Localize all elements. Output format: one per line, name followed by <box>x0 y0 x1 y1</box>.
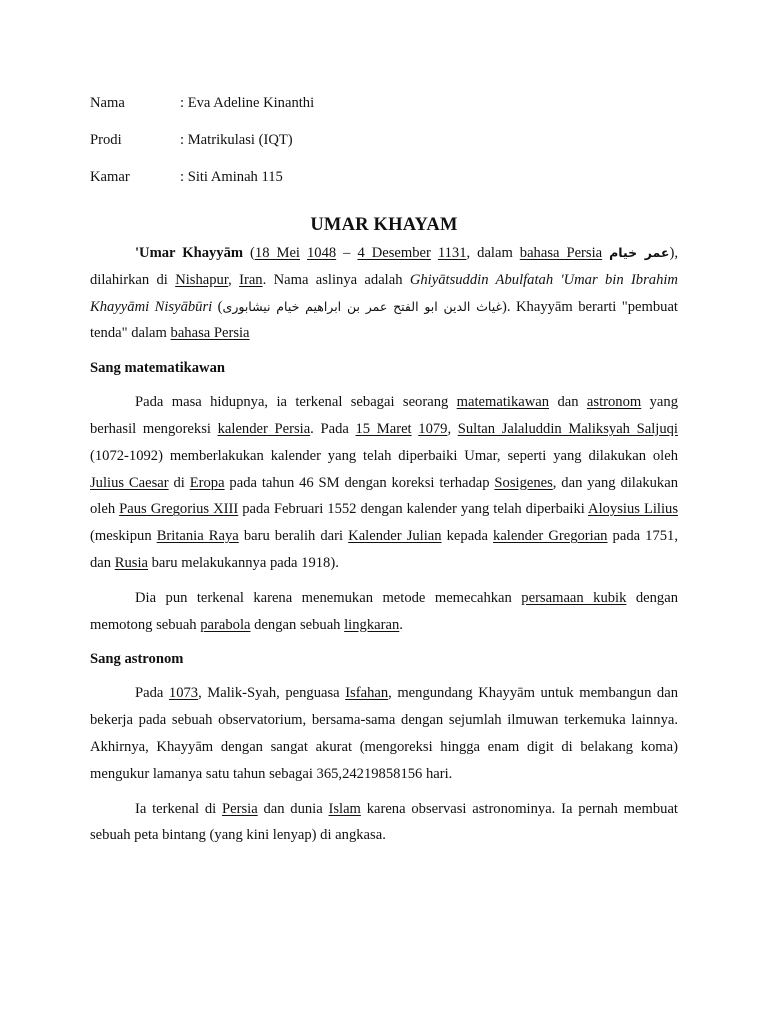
link-islam[interactable]: Islam <box>328 800 361 817</box>
link-sosigenes[interactable]: Sosigenes <box>494 474 553 491</box>
link-bahasa-persia-2[interactable]: bahasa Persia <box>170 325 250 342</box>
text-run: dan dunia <box>257 800 329 817</box>
link-bahasa-persia[interactable]: bahasa Persia <box>519 245 603 261</box>
text-run: , Malik-Syah, penguasa <box>198 685 346 702</box>
link-1079[interactable]: 1079 <box>418 420 448 437</box>
text-run: kepada <box>441 528 494 545</box>
text-run: di <box>168 474 190 491</box>
info-row-prodi <box>90 127 678 164</box>
info-label: Nama <box>90 95 125 111</box>
text-run: karena observasi astronominya. Ia pernah membuat sebuah peta bintang (yang kini lenyap) di angkasa. <box>90 800 678 844</box>
link-persamaan-kubik[interactable]: persamaan kubik <box>521 589 627 606</box>
text-run: dengan memotong sebuah <box>90 589 678 633</box>
link-sultan-jalaluddin[interactable]: Sultan Jalaluddin Maliksyah Saljuqi <box>457 420 678 437</box>
text-run: , dalam <box>466 245 520 261</box>
link-matematikawan[interactable]: matematikawan <box>456 394 550 411</box>
text-run: Ia terkenal di <box>135 800 222 817</box>
paragraph-observatory <box>90 680 678 787</box>
link-kalender-gregorian[interactable]: kalender Gregorian <box>493 528 608 545</box>
text-run: , dan yang dilakukan oleh <box>90 474 679 518</box>
link-rusia[interactable]: Rusia <box>114 554 148 571</box>
text-run: ( <box>212 298 223 315</box>
text-run: – <box>336 245 358 261</box>
paragraph-star-map <box>90 796 678 850</box>
link-isfahan[interactable]: Isfahan <box>345 685 389 702</box>
text-run <box>431 245 438 261</box>
text-run: baru melakukannya pada 1918). <box>147 554 339 571</box>
text-run: , <box>228 271 240 288</box>
text-run: Pada <box>135 685 169 702</box>
arabic-name-full: غیاث الدین ابو الفتح عمر بن ابراهیم خیام نیشابوری <box>222 298 503 314</box>
link-persia[interactable]: Persia <box>222 800 258 817</box>
text-run: , mengundang Khayyām untuk membangun dan bekerja pada sebuah observatorium, bersama-sama dengan sejumlah ilmuwan terkemuka lainnya. Akhirnya, Khayyām dengan sangat akurat (mengoreksi hingga enam digit di belakang koma) mengukur lamanya satu tahun sebagai 365,24219858156 hari. <box>90 685 678 782</box>
section-heading-astronom: Sang astronom <box>90 651 184 668</box>
text-run <box>300 245 307 261</box>
link-astronom[interactable]: astronom <box>586 394 642 411</box>
info-row-kamar <box>90 164 678 201</box>
info-label: Prodi <box>90 132 122 148</box>
section-heading-matematikawan: Sang matematikawan <box>90 360 225 377</box>
text-run: Dia pun terkenal karena menemukan metode memecahkan <box>135 589 522 606</box>
text-run: . Nama aslinya adalah <box>262 271 410 288</box>
text-run: pada Februari 1552 dengan kalender yang telah diperbaiki <box>238 501 589 518</box>
link-death-year[interactable]: 1131 <box>437 245 467 261</box>
text-run: pada 1751, dan <box>90 528 678 571</box>
text-run: (meskipun <box>90 528 157 545</box>
paragraph-cubic <box>90 585 678 639</box>
info-value: : Matrikulasi (IQT) <box>180 132 293 148</box>
text-run: ). Khayyām berarti "pembuat tenda" dalam <box>90 298 678 342</box>
info-row-nama <box>90 90 678 127</box>
text-run: . <box>399 616 403 633</box>
link-parabola[interactable]: parabola <box>200 616 251 633</box>
subject-name: 'Umar Khayyām <box>135 245 244 261</box>
info-value: : Eva Adeline Kinanthi <box>180 95 315 111</box>
text-run: baru beralih dari <box>238 528 349 545</box>
link-eropa[interactable]: Eropa <box>189 474 225 491</box>
link-paus-gregorius[interactable]: Paus Gregorius XIII <box>119 501 239 518</box>
text-run: dan <box>549 394 587 411</box>
full-name-latin: Ghiyātsuddin Abulfatah 'Umar bin Ibrahim Khayyāmi Nisyābūri <box>90 271 678 315</box>
link-kalender-julian[interactable]: Kalender Julian <box>348 528 442 545</box>
link-aloysius-lilius[interactable]: Aloysius Lilius <box>588 501 678 518</box>
text-run: , <box>447 420 458 437</box>
link-death-date[interactable]: 4 Desember <box>357 245 431 261</box>
text-run: pada tahun 46 SM dengan koreksi terhadap <box>224 474 495 491</box>
text-run: . Pada <box>310 420 356 437</box>
link-nishapur[interactable]: Nishapur <box>175 271 229 288</box>
intro-paragraph <box>90 240 678 347</box>
info-value: : Siti Aminah 115 <box>180 169 283 185</box>
link-lingkaran[interactable]: lingkaran <box>344 616 400 633</box>
arabic-name-short: عمر خیام <box>609 245 670 260</box>
link-britania-raya[interactable]: Britania Raya <box>156 528 239 545</box>
link-julius-caesar[interactable]: Julius Caesar <box>90 474 169 491</box>
text-run: ), dilahirkan di <box>90 245 678 288</box>
text-run: yang berhasil mengoreksi <box>90 394 678 437</box>
text-run: dengan sebuah <box>250 616 345 633</box>
document-page <box>90 90 678 857</box>
link-birth-date[interactable]: 18 Mei <box>254 245 300 261</box>
link-15-maret[interactable]: 15 Maret <box>355 420 412 437</box>
link-birth-year[interactable]: 1048 <box>306 245 337 261</box>
text-run: Pada masa hidupnya, ia terkenal sebagai seorang <box>135 394 457 411</box>
link-iran[interactable]: Iran <box>239 271 263 288</box>
paragraph-calendar <box>90 389 678 577</box>
text-run: ( <box>243 245 255 261</box>
text-run: (1072-1092) memberlakukan kalender yang telah diperbaiki Umar, seperti yang dilakukan oleh <box>90 447 678 464</box>
link-kalender-persia[interactable]: kalender Persia <box>217 420 311 437</box>
link-1073[interactable]: 1073 <box>168 685 199 702</box>
info-label: Kamar <box>90 169 130 185</box>
document-title: UMAR KHAYAM <box>310 215 458 235</box>
